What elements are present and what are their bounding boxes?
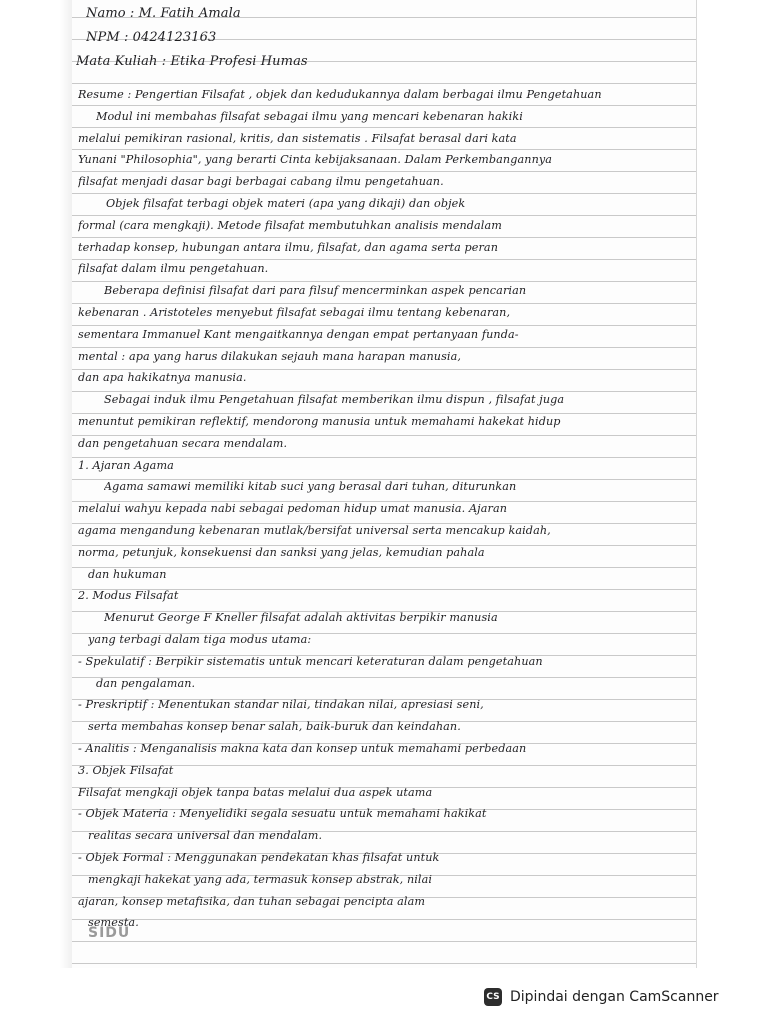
text-line: dan apa hakikatnya manusia.	[78, 371, 247, 385]
text-line: - Objek Materia : Menyelidiki segala sesuatu untuk memahami hakikat	[78, 807, 487, 821]
text-line: mengkaji hakekat yang ada, termasuk konsep abstrak, nilai	[88, 872, 433, 886]
camscanner-icon: CS	[484, 988, 502, 1006]
name-line: Namo : M. Fatih Amala	[86, 6, 241, 21]
text-line: norma, petunjuk, konsekuensi dan sanksi yang jelas, kemudian pahala	[78, 545, 485, 559]
text-line: Resume : Pengertian Filsafat , objek dan kedudukannya dalam berbagai ilmu Pengetahuan	[78, 88, 602, 101]
text-line: serta membahas konsep benar salah, baik-buruk dan keindahan.	[88, 720, 461, 734]
text-line: mental : apa yang harus dilakukan sejauh mana harapan manusia,	[78, 349, 462, 363]
text-line: Yunani "Philosophia", yang berarti Cinta kebijaksanaan. Dalam Perkembangannya	[78, 153, 553, 167]
text-line: semesta.	[88, 916, 139, 930]
text-line: Sebagai induk ilmu Pengetahuan filsafat memberikan ilmu dispun , filsafat juga	[104, 393, 565, 407]
text-line: melalui pemikiran rasional, kritis, dan sistematis . Filsafat berasal dari kata	[78, 131, 517, 145]
text-line: 3. Objek Filsafat	[78, 763, 174, 777]
text-line: filsafat menjadi dasar bagi berbagai cabang ilmu pengetahuan.	[78, 175, 444, 189]
camscanner-watermark	[468, 982, 768, 1012]
text-line: Agama samawi memiliki kitab suci yang berasal dari tuhan, diturunkan	[104, 480, 517, 494]
text-line: menuntut pemikiran reflektif, mendorong manusia untuk memahami hakekat hidup	[78, 415, 561, 428]
text-line: dan pengalaman.	[96, 676, 196, 690]
text-line: Modul ini membahas filsafat sebagai ilmu yang mencari kebenaran hakiki	[96, 109, 523, 123]
text-line: formal (cara mengkaji). Metode filsafat membutuhkan analisis mendalam	[78, 218, 502, 232]
course-line: Mata Kuliah : Etika Profesi Humas	[76, 54, 308, 69]
page-edge-shadow	[60, 0, 72, 968]
text-line: filsafat dalam ilmu pengetahuan.	[78, 262, 269, 276]
text-line: dan pengetahuan secara mendalam.	[78, 436, 288, 450]
text-line: Menurut George F Kneller filsafat adalah aktivitas berpikir manusia	[104, 611, 498, 625]
text-line: Objek filsafat terbagi objek materi (apa yang dikaji) dan objek	[106, 197, 466, 210]
camscanner-label: Dipindai dengan CamScanner	[510, 989, 719, 1005]
notebook-brand-logo: SIDU	[88, 925, 131, 941]
npm-line: NPM : 0424123163	[86, 30, 217, 45]
notebook-page	[72, 0, 697, 968]
text-line: - Preskriptif : Menentukan standar nilai, tindakan nilai, apresiasi seni,	[78, 698, 484, 712]
text-line: agama mengandung kebenaran mutlak/bersifat universal serta mencakup kaidah,	[78, 524, 551, 537]
text-line: yang terbagi dalam tiga modus utama:	[88, 633, 312, 646]
text-line: - Objek Formal : Menggunakan pendekatan khas filsafat untuk	[78, 851, 440, 864]
text-line: terhadap konsep, hubungan antara ilmu, filsafat, dan agama serta peran	[78, 240, 499, 254]
text-line: realitas secara universal dan mendalam.	[88, 829, 323, 843]
text-line: Filsafat mengkaji objek tanpa batas melalui dua aspek utama	[78, 785, 433, 799]
text-line: Beberapa definisi filsafat dari para filsuf mencerminkan aspek pencarian	[104, 284, 527, 298]
text-line: sementara Immanuel Kant mengaitkannya dengan empat pertanyaan funda-	[78, 327, 519, 341]
text-line: 2. Modus Filsafat	[78, 589, 179, 603]
text-line: - Spekulatif : Berpikir sistematis untuk mencari keteraturan dalam pengetahuan	[78, 654, 543, 668]
text-line: - Analitis : Menganalisis makna kata dan konsep untuk memahami perbedaan	[78, 742, 527, 755]
text-line: melalui wahyu kepada nabi sebagai pedoman hidup umat manusia. Ajaran	[78, 502, 508, 516]
text-line: kebenaran . Aristoteles menyebut filsafat sebagai ilmu tentang kebenaran,	[78, 306, 511, 319]
text-line: ajaran, konsep metafisika, dan tuhan sebagai pencipta alam	[78, 894, 426, 908]
text-line: dan hukuman	[88, 567, 167, 581]
text-line: 1. Ajaran Agama	[78, 458, 174, 472]
